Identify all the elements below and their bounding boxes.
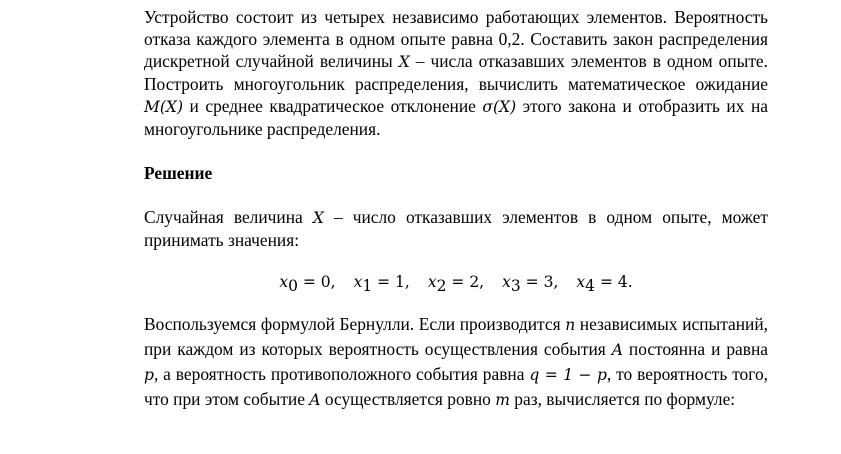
task-text-4: этого закона и отобразить их на многоугольнике распределения.	[144, 96, 768, 139]
solution-heading: Решение	[144, 163, 213, 183]
q-formula: q = 1 − p	[529, 366, 607, 384]
expectation-symbol: M(X)	[144, 98, 183, 116]
p2-text-6: осуществляется ровно	[320, 389, 496, 409]
p2-text-4: , а вероятность противоположного события равна	[153, 364, 530, 384]
var-x: X	[398, 53, 410, 71]
solution-paragraph-2	[144, 312, 768, 412]
value-x0: $x_0 = 0$,	[279, 273, 336, 295]
solution-paragraph-1	[144, 206, 768, 251]
document-page	[144, 6, 768, 412]
value-x4: $x_4 = 4$.	[576, 273, 633, 295]
value-x1: $x_1 = 1$,	[353, 273, 410, 295]
values-formula	[144, 271, 768, 293]
p2-text-7: раз, вычисляется по формуле:	[509, 389, 736, 409]
p1-text-1: Случайная величина	[144, 207, 313, 227]
task-statement	[144, 6, 768, 140]
value-x3: $x_3 = 3$,	[502, 273, 559, 295]
p2-text-5: , то вероятность того, что при этом событие	[144, 364, 768, 409]
var-p: p	[144, 366, 154, 384]
task-text-3: и среднее квадратическое отклонение	[183, 96, 483, 116]
p2-text-2: независимых испытаний, при каждом из которых вероятность осуществления события	[144, 314, 769, 359]
task-text-2: – числа отказавших элементов в одном опыте. Построить многоугольник распределения, вычислить математическое ожидание	[144, 51, 769, 94]
var-m: m	[495, 391, 510, 409]
p1-text-2: – число отказавших элементов в одном опыте, может принимать значения:	[144, 207, 769, 250]
task-text-1: Устройство состоит из четырех независимо работающих элементов. Вероятность отказа каждого элемента в одном опыте равна 0,2. Составить закон распределения дискретной случайной величины	[144, 7, 768, 71]
value-x2: $x_2 = 2$,	[427, 273, 485, 295]
var-x: X	[312, 209, 324, 227]
event-a: A	[611, 341, 623, 359]
event-a: A	[309, 391, 321, 409]
sigma-symbol: σ(X)	[482, 98, 517, 116]
p2-text-1: Воспользуемся формулой Бернулли. Если производится	[144, 314, 566, 334]
p2-text-3: постоянна и равна	[622, 339, 768, 359]
var-n: n	[565, 316, 576, 334]
